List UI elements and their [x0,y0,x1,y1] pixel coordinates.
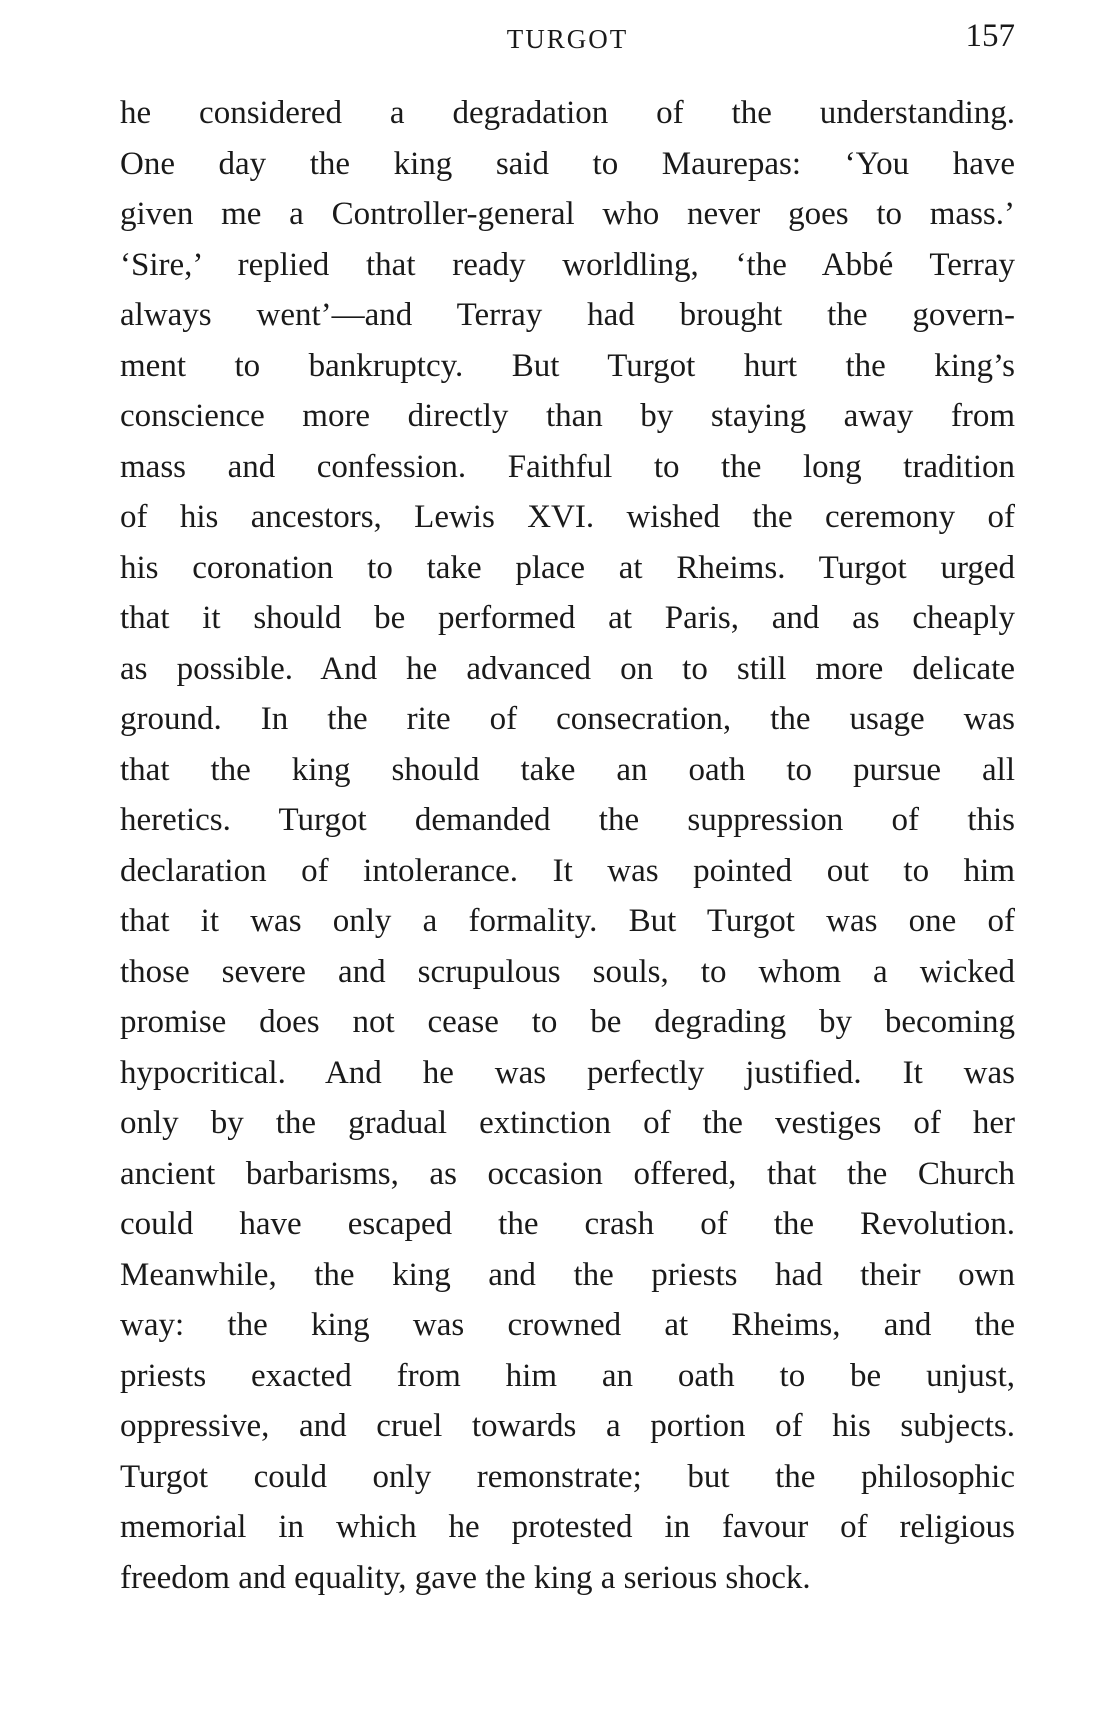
text-line: always went’—and Terray had brought the govern- [120,297,1015,333]
text-line: oppressive, and cruel towards a portion of his subjects. [120,1408,1015,1444]
text-line: way: the king was crowned at Rheims, and the [120,1307,1015,1343]
text-line: ground. In the rite of consecration, the usage was [120,701,1015,737]
body-text [120,88,1015,1603]
text-line: he considered a degradation of the understanding. [120,95,1015,131]
text-line: Turgot could only remonstrate; but the philosophic [120,1458,1015,1495]
text-line: priests exacted from him an oath to be unjust, [120,1357,1015,1394]
text-line: that it was only a formality. But Turgot was one of [120,903,1015,939]
text-line: ment to bankruptcy. But Turgot hurt the king’s [120,347,1015,384]
text-line: One day the king said to Maurepas: ‘You have [120,145,1015,182]
text-line: as possible. And he advanced on to still more delicate [120,650,1015,687]
running-title: TURGOT [506,24,629,54]
text-line: mass and confession. Faithful to the long tradition [120,448,1015,485]
text-line: ‘Sire,’ replied that ready worldling, ‘the Abbé Terray [120,246,1015,283]
text-line: conscience more directly than by staying away from [120,398,1015,434]
text-line: heretics. Turgot demanded the suppression of this [120,802,1015,838]
text-line: memorial in which he protested in favour of religious [120,1509,1015,1545]
text-line: promise does not cease to be degrading by becoming [120,1004,1015,1040]
running-head [120,18,1015,68]
text-line: hypocritical. And he was perfectly justified. It was [120,1054,1015,1091]
text-line: ancient barbarisms, as occasion offered, that the Church [120,1155,1015,1192]
page-number: 157 [965,18,1015,54]
text-line: that it should be performed at Paris, and as cheaply [120,600,1015,636]
text-line: could have escaped the crash of the Revolution. [120,1206,1015,1242]
text-line: given me a Controller-general who never goes to mass.’ [120,196,1015,232]
text-line: only by the gradual extinction of the vestiges of her [120,1105,1015,1141]
text-line: freedom and equality, gave the king a serious shock. [120,1559,811,1596]
text-line: that the king should take an oath to pursue all [120,751,1015,788]
text-line: Meanwhile, the king and the priests had their own [120,1256,1015,1293]
text-line: his coronation to take place at Rheims. Turgot urged [120,549,1015,586]
text-line: declaration of intolerance. It was pointed out to him [120,852,1015,889]
text-line: of his ancestors, Lewis XVI. wished the ceremony of [120,499,1015,535]
text-line: those severe and scrupulous souls, to whom a wicked [120,953,1015,990]
